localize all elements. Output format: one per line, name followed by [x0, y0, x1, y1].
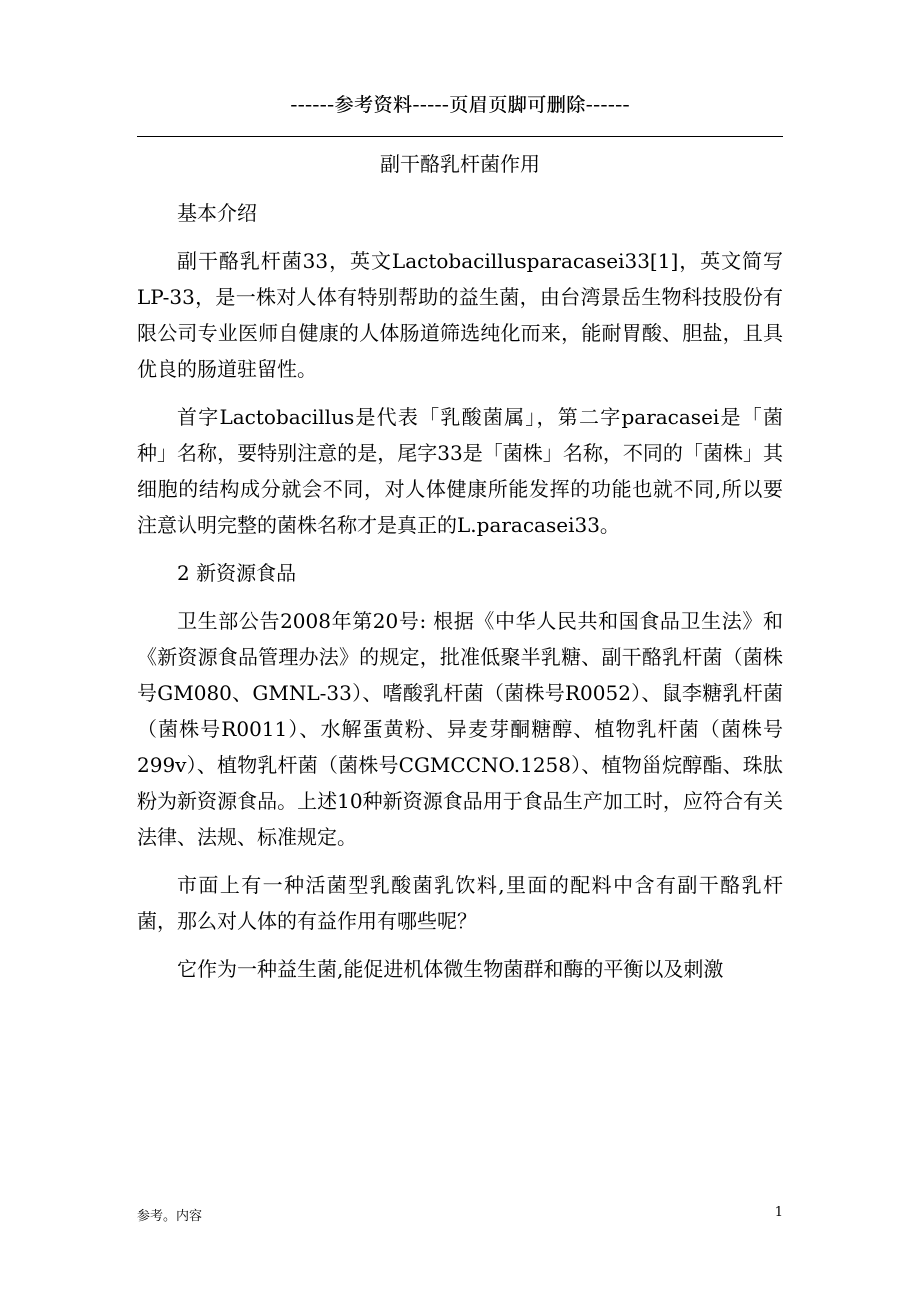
section-heading-new-food: 2 新资源食品 [177, 561, 297, 585]
page-footer-label: 参考。内容 [137, 1209, 203, 1224]
page-number: 1 [774, 1205, 783, 1220]
paragraph: 副干酪乳杆菌33，英文Lactobacillusparacasei33[1]，英文简写LP-33，是一株对人体有特别帮助的益生菌，由台湾景岳生物科技股份有限公司专业医师自健康的人体肠道筛选纯化而来，能耐胃酸、胆盐，且具优良的肠道驻留性。 [137, 249, 783, 381]
paragraph: 市面上有一种活菌型乳酸菌乳饮料,里面的配料中含有副干酪乳杆菌，那么对人体的有益作用有哪些呢？ [137, 873, 783, 933]
header-divider [137, 136, 783, 137]
paragraph: 首字Lactobacillus是代表「乳酸菌属」，第二字paracasei是「菌种」名称，要特别注意的是，尾字33是「菌株」名称，不同的「菌株」其细胞的结构成分就会不同，对人体健康所能发挥的功能也就不同,所以要注意认明完整的菌株名称才是真正的L.paracasei33。 [137, 405, 783, 537]
document-body [137, 195, 783, 999]
paragraph: 它作为一种益生菌,能促进机体微生物菌群和酶的平衡以及刺激 [177, 957, 724, 981]
section-heading-intro: 基本介绍 [177, 201, 257, 225]
page-header: ------参考资料-----页眉页脚可删除------ [290, 94, 630, 116]
paragraph: 卫生部公告2008年第20号: 根据《中华人民共和国食品卫生法》和《新资源食品管理办法》的规定，批准低聚半乳糖、副干酪乳杆菌（菌株号GM080、GMNL-33）、嗜酸乳杆菌（菌株号R0052）、鼠李糖乳杆菌（菌株号R0011）、水解蛋黄粉、异麦芽酮糖醇、植物乳杆菌（菌株号299v）、植物乳杆菌（菌株号CGMCCNO.1258）、植物甾烷醇酯、珠肽粉为新资源食品。上述10种新资源食品用于食品生产加工时，应符合有关法律、法规、标准规定。 [137, 609, 783, 849]
document-title: 副干酪乳杆菌作用 [380, 152, 540, 176]
